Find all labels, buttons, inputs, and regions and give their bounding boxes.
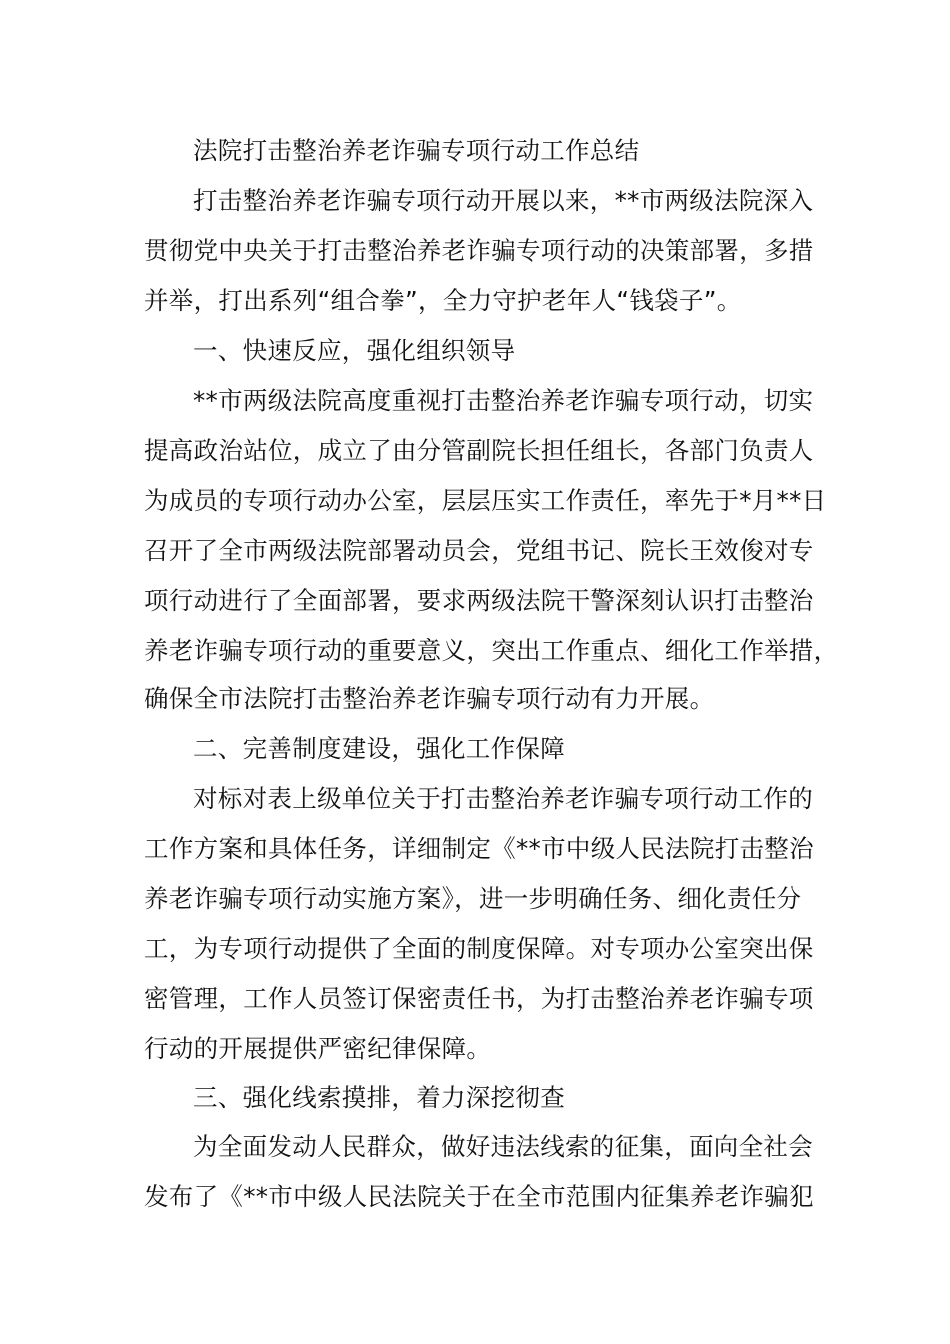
- paragraph-line: 对标对表上级单位关于打击整治养老诈骗专项行动工作的: [193, 784, 813, 813]
- paragraph-line: 发布了《**市中级人民法院关于在全市范围内征集养老诈骗犯: [144, 1182, 814, 1211]
- paragraph-line: 并举，打出系列“组合拳”，全力守护老年人“钱袋子”。: [144, 286, 742, 315]
- paragraph-line: 打击整治养老诈骗专项行动开展以来，**市两级法院深入: [193, 186, 814, 215]
- paragraph-line: 养老诈骗专项行动的重要意义，突出工作重点、细化工作举措，: [144, 636, 839, 665]
- paragraph-line: 行动的开展提供严密纪律保障。: [144, 1034, 492, 1063]
- paragraph-line: 工作方案和具体任务，详细制定《**市中级人民法院打击整治: [144, 834, 814, 863]
- document-title: 法院打击整治养老诈骗专项行动工作总结: [193, 136, 640, 165]
- section-heading: 三、强化线索摸排，着力深挖彻查: [193, 1083, 565, 1112]
- paragraph-line: 工，为专项行动提供了全面的制度保障。对专项办公室突出保: [144, 934, 814, 963]
- paragraph-line: 贯彻党中央关于打击整治养老诈骗专项行动的决策部署，多措: [144, 236, 814, 265]
- section-heading: 二、完善制度建设，强化工作保障: [193, 734, 565, 763]
- paragraph-line: 项行动进行了全面部署，要求两级法院干警深刻认识打击整治: [144, 586, 814, 615]
- paragraph-line: 提高政治站位，成立了由分管副院长担任组长，各部门负责人: [144, 436, 814, 465]
- paragraph-line: 密管理，工作人员签订保密责任书，为打击整治养老诈骗专项: [144, 984, 814, 1013]
- paragraph-line: **市两级法院高度重视打击整治养老诈骗专项行动，切实: [193, 386, 814, 415]
- paragraph-line: 召开了全市两级法院部署动员会，党组书记、院长王效俊对专: [144, 536, 814, 565]
- paragraph-line: 确保全市法院打击整治养老诈骗专项行动有力开展。: [144, 684, 715, 713]
- paragraph-line: 养老诈骗专项行动实施方案》，进一步明确任务、细化责任分: [144, 884, 802, 913]
- paragraph-line: 为全面发动人民群众，做好违法线索的征集，面向全社会: [193, 1132, 813, 1161]
- paragraph-line: 为成员的专项行动办公室，层层压实工作责任，率先于*月**日: [144, 486, 827, 515]
- section-heading: 一、快速反应，强化组织领导: [193, 336, 516, 365]
